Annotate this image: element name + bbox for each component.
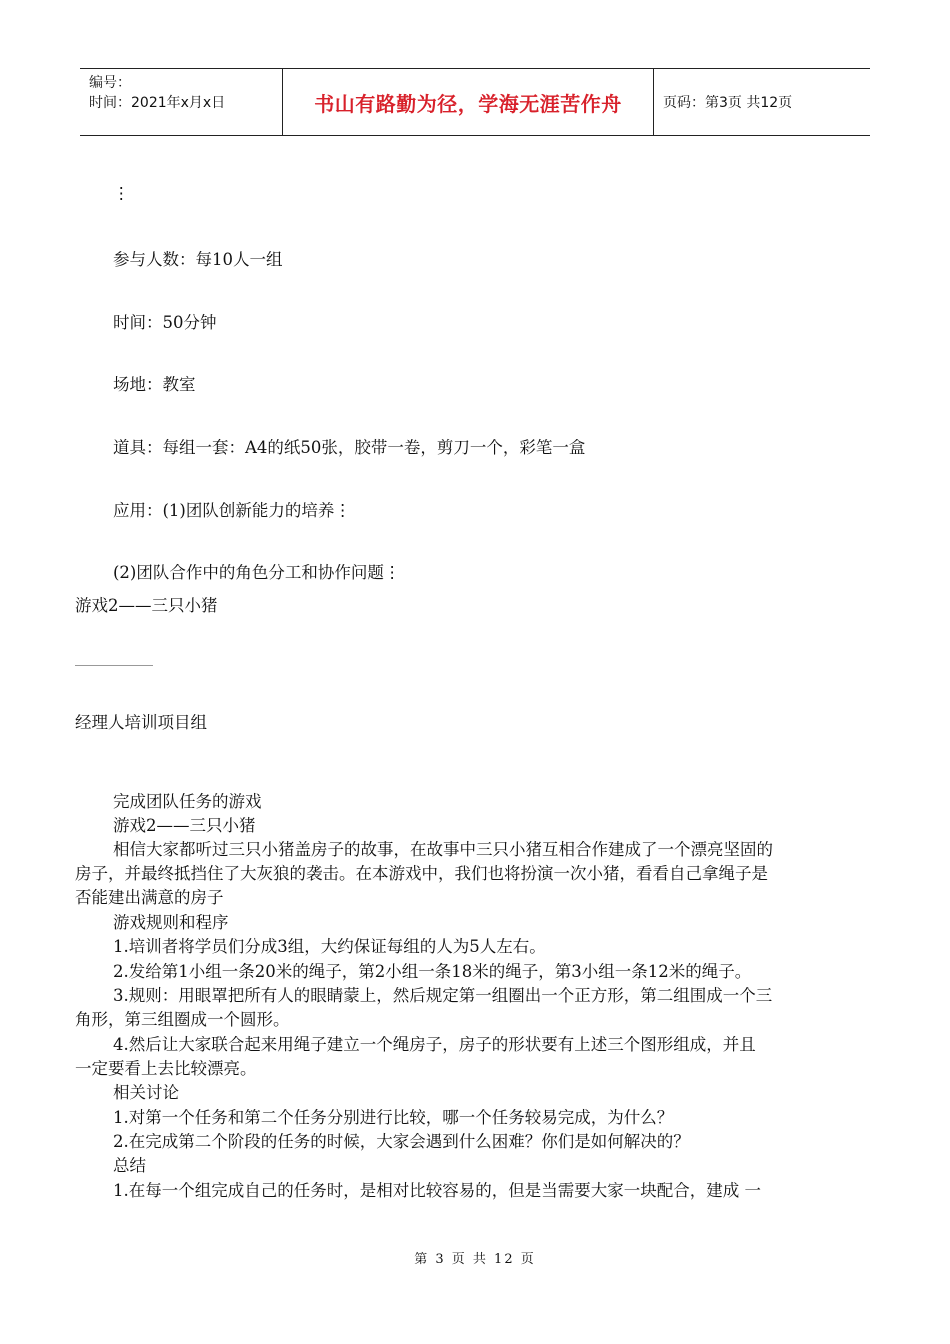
header-meta xyxy=(80,69,282,135)
content-line: 总结 xyxy=(113,1156,146,1175)
number-label: 编号： xyxy=(89,75,131,91)
content-line: 角形，第三组圈成一个圆形。 xyxy=(75,1010,290,1029)
document-header xyxy=(80,68,870,136)
participants-line: 参与人数：每10人一组 xyxy=(113,250,283,269)
application-line-1: 应用：(1)团队创新能力的培养⋮ xyxy=(113,501,351,520)
content-line: 房子，并最终抵挡住了大灰狼的袭击。在本游戏中，我们也将扮演一次小猪，看看自己拿绳子是 xyxy=(75,864,768,883)
page-footer: 第 3 页 共 12 页 xyxy=(414,1252,536,1267)
header-page-cell xyxy=(654,69,870,135)
content-line: 否能建出满意的房子 xyxy=(75,888,224,907)
content-line: 一定要看上去比较漂亮。 xyxy=(75,1059,257,1078)
content-line: 游戏2——三只小猪 xyxy=(113,816,256,835)
content-line: 相关讨论 xyxy=(113,1083,179,1102)
game-title: 游戏2——三只小猪 xyxy=(75,596,218,615)
page-label: 页码：第3页 共12页 xyxy=(663,95,793,111)
date-label: 时间：2021年x月x日 xyxy=(89,95,226,111)
ellipsis-mark: ⋮ xyxy=(113,184,130,203)
content-line: 4.然后让大家联合起来用绳子建立一个绳房子，房子的形状要有上述三个图形组成，并且 xyxy=(113,1035,756,1054)
header-motto-cell xyxy=(282,69,654,135)
content-line: 1.在每一个组完成自己的任务时，是相对比较容易的，但是当需要大家一块配合，建成 一 xyxy=(113,1181,761,1200)
props-line: 道具：每组一套：A4的纸50张，胶带一卷，剪刀一个，彩笔一盒 xyxy=(113,438,586,457)
content-line: 2.在完成第二个阶段的任务的时候，大家会遇到什么困难？你们是如何解决的？ xyxy=(113,1132,690,1151)
content-line: 相信大家都听过三只小猪盖房子的故事，在故事中三只小猪互相合作建成了一个漂亮坚固的 xyxy=(113,840,773,859)
venue-line: 场地：教室 xyxy=(113,375,196,394)
content-line: 1.培训者将学员们分成3组，大约保证每组的人为5人左右。 xyxy=(113,937,546,956)
org-name: 经理人培训项目组 xyxy=(75,713,207,732)
content-line: 1.对第一个任务和第二个任务分别进行比较，哪一个任务较易完成，为什么？ xyxy=(113,1108,674,1127)
content-line: 游戏规则和程序 xyxy=(113,913,229,932)
content-line: 3.规则：用眼罩把所有人的眼睛蒙上，然后规定第一组圈出一个正方形，第二组围成一个三 xyxy=(113,986,773,1005)
time-line: 时间：50分钟 xyxy=(113,313,217,332)
content-line: 2.发给第1小组一条20米的绳子，第2小组一条18米的绳子，第3小组一条12米的绳子。 xyxy=(113,962,752,981)
application-line-2: (2)团队合作中的角色分工和协作问题⋮ xyxy=(113,563,401,582)
section-divider xyxy=(75,665,153,666)
motto-text: 书山有路勤为径，学海无涯苦作舟 xyxy=(314,91,622,116)
content-line: 完成团队任务的游戏 xyxy=(113,792,262,811)
